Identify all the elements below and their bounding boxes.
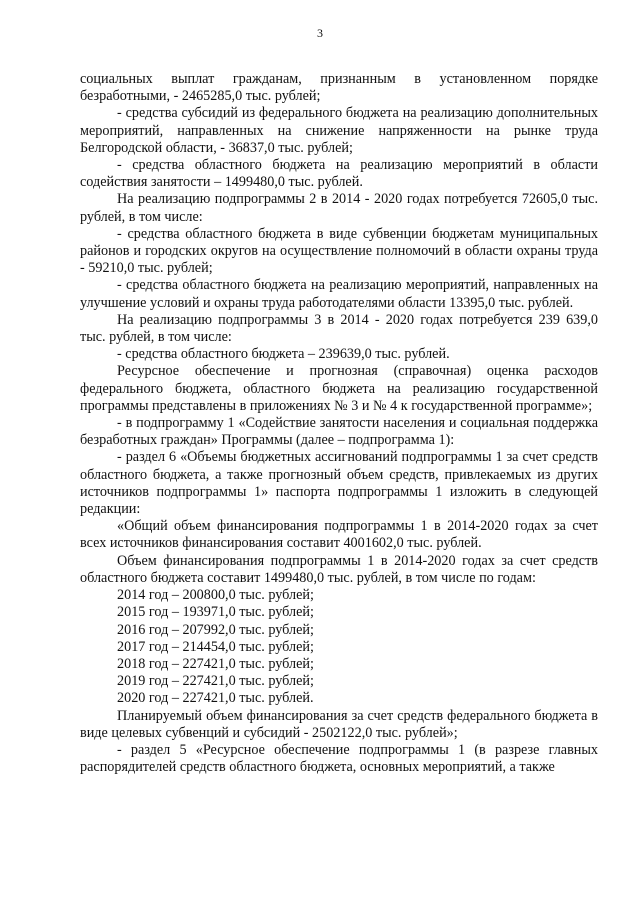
funding-year-line: 2014 год – 200800,0 тыс. рублей; [117,587,314,604]
paragraph: - средства областного бюджета в виде субвенции бюджетам муниципальных районов и городских округов на осуществление полномочий в области охраны труда - 59210,0 тыс. рублей; [80,225,598,277]
paragraph: - средства областного бюджета на реализацию мероприятий, направленных на улучшение условий и охраны труда работодателями области 13395,0 тыс. рублей. [80,277,598,311]
paragraph: социальных выплат гражданам, признанным в установленном порядке безработными, - 2465285,0 тыс. рублей; [80,71,598,105]
paragraph: - средства областного бюджета – 239639,0 тыс. рублей. [117,346,450,363]
paragraph: На реализацию подпрограммы 3 в 2014 - 2020 годах потребуется 239 639,0 тыс. рублей, в том числе: [80,311,598,346]
document-body [80,71,598,776]
funding-year-line: 2017 год – 214454,0 тыс. рублей; [117,638,314,655]
funding-year-line: 2018 год – 227421,0 тыс. рублей; [117,655,314,672]
paragraph: Ресурсное обеспечение и прогнозная (справочная) оценка расходов федерального бюджета, областного бюджета на реализацию государственной программы представлены в приложениях № 3 и № 4 к государственной программе»; [80,363,598,414]
paragraph: - раздел 6 «Объемы бюджетных ассигнований подпрограммы 1 за счет средств областного бюджета, а также прогнозный объем средств, привлекаемых из других источников подпрограммы 1» паспорта подпрограммы 1 изложить в следующей редакции: [80,449,598,518]
paragraph: «Общий объем финансирования подпрограммы 1 в 2014-2020 годах за счет всех источников финансирования составит 4001602,0 тыс. рублей. [80,518,598,552]
paragraph: Объем финансирования подпрограммы 1 в 2014-2020 годах за счет средств областного бюджета составит 1499480,0 тыс. рублей, в том числе по годам: [80,552,598,586]
page-number: 3 [317,26,323,40]
funding-year-line: 2020 год – 227421,0 тыс. рублей. [117,690,314,707]
paragraph: - средства субсидий из федерального бюджета на реализацию дополнительных мероприятий, направленных на снижение напряженности на рынке труда Белгородской области, - 36837,0 тыс. рублей; [80,105,598,156]
funding-year-line: 2019 год – 227421,0 тыс. рублей; [117,673,314,690]
paragraph: - раздел 5 «Ресурсное обеспечение подпрограммы 1 (в разрезе главных распорядителей средств областного бюджета, основных мероприятий, а также [80,741,598,776]
paragraph: - средства областного бюджета на реализацию мероприятий в области содействия занятости – 1499480,0 тыс. рублей. [80,157,598,191]
paragraph: Планируемый объем финансирования за счет средств федерального бюджета в виде целевых субвенций и субсидий - 2502122,0 тыс. рублей»; [80,707,598,741]
funding-year-line: 2015 год – 193971,0 тыс. рублей; [117,604,314,621]
paragraph: На реализацию подпрограммы 2 в 2014 - 2020 годах потребуется 72605,0 тыс. рублей, в том числе: [80,191,598,225]
paragraph: - в подпрограмму 1 «Содействие занятости населения и социальная поддержка безработных граждан» Программы (далее – подпрограмма 1): [80,415,598,449]
funding-year-line: 2016 год – 207992,0 тыс. рублей; [117,621,314,638]
